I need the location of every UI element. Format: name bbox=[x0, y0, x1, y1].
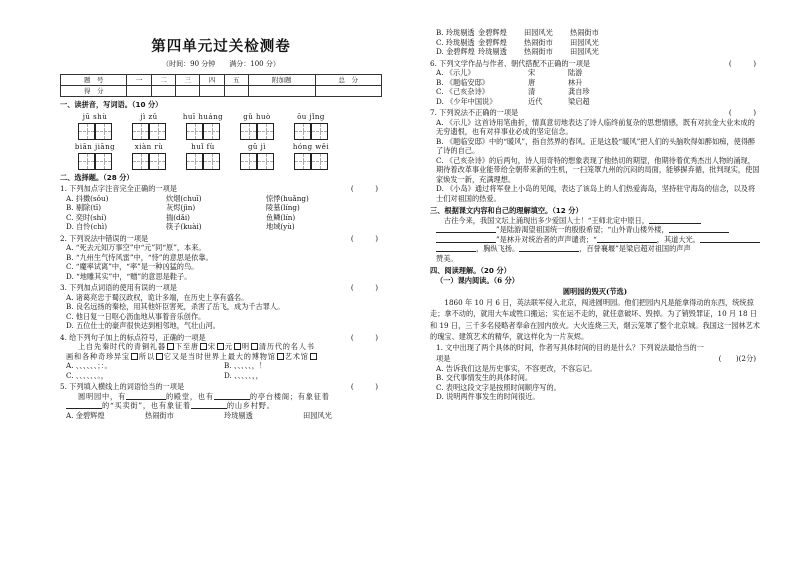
pinyin-label: hóng wěi bbox=[292, 142, 330, 151]
sentence-text: 画和各种奇珍异宝 bbox=[66, 351, 130, 361]
sentence-text: 明 bbox=[241, 342, 250, 352]
answer-paren[interactable]: ( ) bbox=[350, 382, 378, 392]
option: 惊悸(huǎng) bbox=[266, 193, 309, 203]
option: A. 《示儿》 bbox=[436, 68, 475, 77]
blank-line[interactable] bbox=[519, 244, 579, 252]
option: B. 《题临安邸》中的“暖风”，指自然界的春风。正是这股“暖风”把人们的头脑吹得如醉如痴，使得醉了诗的自己。 bbox=[436, 136, 756, 155]
option: 田园风光 bbox=[570, 37, 599, 47]
punctuation-box[interactable] bbox=[131, 353, 138, 360]
subsection-heading: （一）课内阅读。（6 分） bbox=[436, 275, 519, 285]
question-7 bbox=[430, 108, 760, 118]
question-stem: 4. 给下列句子加上的标点符号，正确的一项是 bbox=[60, 332, 206, 342]
option: 筷子(kuài) bbox=[166, 222, 202, 232]
score-cell: 五 bbox=[224, 75, 248, 86]
option: 玲珑剔透 bbox=[478, 47, 507, 56]
option: C. 玲珑剔透 bbox=[436, 37, 475, 47]
writing-cell[interactable] bbox=[311, 123, 328, 140]
sentence-text: 的山乡村野。 bbox=[226, 401, 275, 411]
option: B. 玲珑剔透 bbox=[436, 28, 475, 37]
answer-paren[interactable]: ( )(2分) bbox=[718, 354, 756, 364]
option: 田园风光 bbox=[303, 410, 332, 420]
writing-cell[interactable] bbox=[78, 123, 95, 140]
pinyin-item bbox=[122, 143, 176, 170]
sentence-text: ，百誉襄堰”是梁启超对祖国的声声 bbox=[579, 244, 691, 253]
pinyin-label: huǐ fù bbox=[191, 142, 215, 151]
page-title: 第四单元过关检测卷 bbox=[151, 39, 291, 55]
sentence-text: 圆明园中，有 bbox=[78, 391, 126, 401]
reading-question-1-cont bbox=[430, 354, 760, 364]
option: D. 五位仕士的豪声很快达到相邻地，气壮山河。 bbox=[66, 321, 220, 331]
sentence-text: 的“买卖街”，也有象征着 bbox=[102, 401, 191, 411]
option: A. 诸葛亮忠于蜀汉政权，诡计多端，在历史上享有盛名。 bbox=[66, 292, 249, 302]
pinyin-label: jì zǔ bbox=[140, 112, 158, 121]
pinyin-item bbox=[122, 113, 176, 140]
section-3-heading: 三、根据课文内容和自己的理解填空。（12 分） bbox=[430, 206, 583, 215]
option: A. 金碧辉煌 bbox=[66, 410, 105, 420]
blank-line[interactable] bbox=[649, 216, 701, 224]
answer-paren[interactable]: ( ) bbox=[350, 233, 378, 243]
question-3 bbox=[60, 283, 382, 293]
option: 金碧辉煌 bbox=[478, 28, 507, 37]
sentence-text: 上自先秦时代的青铜礼器 bbox=[78, 342, 166, 352]
punctuation-box[interactable] bbox=[156, 353, 163, 360]
option: 揣(dǎi) bbox=[166, 212, 190, 222]
question-stem: 项是 bbox=[436, 354, 451, 364]
pinyin-label: gǔ huò bbox=[243, 112, 271, 121]
answer-paren[interactable]: ( ) bbox=[728, 108, 756, 117]
blank-line[interactable] bbox=[669, 225, 729, 233]
punctuation-box[interactable] bbox=[217, 343, 224, 350]
writing-cell[interactable] bbox=[294, 123, 311, 140]
pinyin-label: biān jiāng bbox=[74, 142, 116, 151]
option: A. 《示儿》这首诗用笔曲折，情真意切地表达了诗人临终前复杂的思想情感，既有对抗金大业未成的无穷遗恨，也有对祥事业必成的坚定信念。 bbox=[436, 117, 755, 136]
option: 炊烟(chuī) bbox=[166, 193, 202, 203]
question-5 bbox=[60, 382, 382, 392]
option: 热闹街市 bbox=[524, 37, 553, 47]
passage-title: 圆明园的毁灭(节选) bbox=[562, 287, 628, 296]
fill-line-4 bbox=[430, 244, 760, 254]
pinyin-label: xiàn rù bbox=[134, 142, 164, 151]
option: B. 、、、、、，！ bbox=[224, 361, 267, 371]
sentence-text: 下至唐 bbox=[174, 342, 199, 352]
sentence-text: 所以 bbox=[138, 351, 155, 361]
option: A. 告诉我们这是历史事实，不容更改，不容忘记。 bbox=[436, 363, 597, 373]
blank-line[interactable] bbox=[66, 401, 102, 409]
section-2-heading: 二、选择题。（28 分） bbox=[60, 172, 134, 182]
punctuation-box[interactable] bbox=[167, 343, 174, 350]
option: 鱼鳞(lín) bbox=[266, 212, 296, 222]
option-dynasty: 近代 bbox=[528, 96, 543, 106]
writing-cell[interactable] bbox=[78, 153, 95, 170]
question-4 bbox=[60, 333, 382, 343]
question-6-options bbox=[430, 68, 760, 106]
blank-line[interactable] bbox=[597, 235, 657, 243]
punctuation-box[interactable] bbox=[277, 353, 284, 360]
pinyin-item bbox=[230, 113, 284, 140]
score-row-label: 得 分 bbox=[61, 86, 127, 97]
option: C. 《己亥杂诗》的后两句，诗人用奇特的想象表现了他热切的期望，他期待着优秀杰出人物的涌现，期待着改革事业能带给全朝带来新的生机，一扫笼罩九州的沉闷的局面，能够摒弃循，批判现实，使国家焕发一新，充满理想。 bbox=[436, 155, 760, 184]
score-cell: 三 bbox=[176, 75, 200, 86]
pinyin-label: jū shù bbox=[82, 112, 108, 121]
pinyin-label: gū jì bbox=[247, 142, 267, 151]
writing-cell[interactable] bbox=[257, 123, 274, 140]
writing-cell[interactable] bbox=[257, 153, 274, 170]
answer-paren[interactable]: ( ) bbox=[350, 184, 378, 194]
answer-paren[interactable]: ( ) bbox=[350, 283, 378, 293]
score-input-cell[interactable] bbox=[200, 86, 224, 97]
question-5-sentence-line-2 bbox=[60, 401, 382, 411]
score-input-cell[interactable] bbox=[127, 86, 151, 97]
option: B. 剔除(tī) bbox=[66, 203, 102, 213]
option-author: 林升 bbox=[568, 77, 583, 87]
option: B. 交代事情发生的具体时间。 bbox=[436, 373, 533, 383]
section-4-heading: 四、阅读理解。（20 分） bbox=[430, 266, 511, 275]
option: C. 奕时(shí) bbox=[66, 212, 107, 222]
question-stem: 2. 下列说法中错误的一项是 bbox=[60, 233, 149, 243]
writing-cell[interactable] bbox=[203, 123, 220, 140]
punctuation-box[interactable] bbox=[310, 353, 317, 360]
score-cell: 二 bbox=[151, 75, 175, 86]
option: 地域(yù) bbox=[266, 222, 295, 232]
sentence-text: 古往今来，我国文坛上涌现出多少爱国人士！“王师北定中原日， bbox=[444, 215, 649, 225]
pinyin-label: huī huáng bbox=[182, 112, 224, 121]
option: D. 说明两件事发生的时间很近。 bbox=[436, 392, 540, 402]
writing-cell[interactable] bbox=[294, 153, 311, 170]
option: 玲珑剔透 bbox=[224, 410, 253, 420]
score-cell: 附加题 bbox=[249, 75, 315, 86]
writing-cell[interactable] bbox=[132, 153, 149, 170]
option: 陵墓(líng) bbox=[266, 203, 300, 213]
sentence-text: 清历代的名人书 bbox=[258, 342, 315, 352]
score-cell: 题 号 bbox=[61, 75, 127, 86]
punctuation-box[interactable] bbox=[200, 343, 207, 350]
question-stem: 1. 下列加点字注音完全正确的一项是 bbox=[60, 184, 177, 194]
question-5-sentence-line-1 bbox=[60, 392, 382, 402]
option: B. 《题临安邸》 bbox=[436, 77, 489, 87]
option-dynasty: 清 bbox=[528, 87, 536, 96]
writing-cell[interactable] bbox=[149, 153, 166, 170]
sentence-text: ”是林升对统治者的声声谴责；“ bbox=[496, 234, 597, 244]
score-input-cell[interactable] bbox=[176, 86, 200, 97]
question-1-options bbox=[60, 194, 382, 232]
score-input-cell[interactable] bbox=[151, 86, 175, 97]
pinyin-item bbox=[176, 143, 230, 170]
pinyin-row-2 bbox=[60, 143, 382, 170]
question-1 bbox=[60, 184, 382, 194]
sentence-text: 艺术馆 bbox=[284, 351, 309, 361]
option: D. 《少年中国说》 bbox=[436, 96, 497, 106]
pinyin-label: ōu jǐng bbox=[297, 112, 325, 121]
question-stem: 3. 下列加点词语的使用有误的一项是 bbox=[60, 283, 177, 293]
option: C. 《己亥杂诗》 bbox=[436, 87, 489, 96]
option: C. “魔率试离”中，“率”是一种凶猛的鸟。 bbox=[66, 262, 199, 272]
blank-line[interactable] bbox=[436, 225, 496, 233]
option-dynasty: 唐 bbox=[528, 77, 536, 87]
option: D. 、、、、、，， bbox=[224, 370, 263, 380]
answer-paren[interactable]: ( ) bbox=[350, 332, 378, 342]
pinyin-item bbox=[176, 113, 230, 140]
blank-line[interactable] bbox=[700, 235, 760, 243]
option: 田园风光 bbox=[524, 28, 553, 37]
punctuation-box[interactable] bbox=[234, 343, 241, 350]
option: 金碧辉煌 bbox=[478, 37, 507, 47]
writing-cell[interactable] bbox=[132, 123, 149, 140]
option: B. 良名远扬的秦桧，用其他奸臣害死，杀害了岳飞，成为千古罪人。 bbox=[66, 302, 285, 312]
sentence-text: ，胸纵飞扬。 bbox=[476, 244, 520, 253]
option: 热闹街市 bbox=[570, 28, 599, 37]
sentence-text: 的亭台楼阁；有象征着 bbox=[249, 391, 330, 401]
option: D. 自怜(chì) bbox=[66, 222, 108, 232]
fill-line-1 bbox=[430, 216, 760, 226]
fill-line-2 bbox=[430, 225, 760, 235]
writing-cell[interactable] bbox=[203, 153, 220, 170]
passage-text: 1860 年 10 月 6 日，英法联军侵入北京，闯进圆明园。他们把园内凡是能拿得动的东西，统统掠走；拿不动的，就用大车或牲口搬运；实在运不走的，就任意破坏、毁掉。为了销毁罪证，10 月 18 日和 19 日，三千多名侵略者奉命在园内放火。大火连烧三天，烟云笼罩了整个北京城。我国这一园林艺术的瑰宝、建筑艺术的精华，就这样化为一片灰烬。 bbox=[430, 297, 760, 342]
option: A. “死去元知万事空”中“元”同“原”，本来。 bbox=[66, 243, 206, 253]
option: 热闹街市 bbox=[145, 410, 174, 420]
fill-line-5: 赞美。 bbox=[436, 253, 458, 263]
blank-line[interactable] bbox=[436, 244, 476, 252]
option: A. 抖擞(sǒu) bbox=[66, 193, 109, 203]
question-stem: 5. 下列填入横线上的词语恰当的一项是 bbox=[60, 382, 185, 392]
reading-question-1: 1. 文中出现了两个具体的时间，作者写具体时间的目的是什么？下列说法最恰当的一 bbox=[436, 342, 704, 352]
option-dynasty: 宋 bbox=[528, 68, 536, 77]
writing-cell[interactable] bbox=[95, 153, 112, 170]
score-input-cell[interactable] bbox=[315, 86, 382, 97]
pinyin-item bbox=[284, 143, 338, 170]
score-table-header-row bbox=[61, 75, 382, 86]
score-cell: 四 bbox=[200, 75, 224, 86]
punctuation-box[interactable] bbox=[251, 343, 258, 350]
option: C. 、、、、、、。， bbox=[66, 370, 109, 380]
sentence-text: 宋 bbox=[207, 342, 216, 352]
option-author: 梁启超 bbox=[568, 96, 590, 106]
option-author: 陆游 bbox=[568, 68, 583, 77]
section-1-heading: 一、读拼音，写词语。（10 分） bbox=[60, 100, 163, 110]
sentence-text: 它又是当时世界上最大的博物馆 bbox=[163, 351, 276, 361]
page-subtitle: （时间：90 分钟 满分：100 分） bbox=[162, 60, 280, 69]
question-4-sentence-line-1 bbox=[60, 342, 382, 352]
blank-line[interactable] bbox=[436, 235, 496, 243]
pinyin-item bbox=[284, 113, 338, 140]
score-input-cell[interactable] bbox=[224, 86, 248, 97]
sentence-text: ”是陆游渴望祖国统一的殷殷希望；“山外青山楼外楼， bbox=[496, 225, 669, 234]
writing-cell[interactable] bbox=[95, 123, 112, 140]
writing-cell[interactable] bbox=[186, 153, 203, 170]
score-table-score-row bbox=[61, 86, 382, 97]
pinyin-item bbox=[68, 113, 122, 140]
question-5-option-d bbox=[430, 47, 760, 57]
writing-cell[interactable] bbox=[149, 123, 166, 140]
blank-line[interactable] bbox=[214, 392, 250, 400]
question-2 bbox=[60, 234, 382, 244]
blank-line[interactable] bbox=[191, 401, 227, 409]
option: D. 《小岛》通过将军登上小岛的见闻，表达了该岛上的人们热爱海岛，坚持驻守海岛的信念，以及将士们对祖国的热爱。 bbox=[436, 184, 756, 203]
question-stem: 6. 下列文学作品与作者、朝代搭配不正确的一项是 bbox=[430, 58, 591, 68]
left-column bbox=[60, 30, 382, 420]
right-column bbox=[430, 28, 760, 402]
writing-cell[interactable] bbox=[240, 123, 257, 140]
option: D. “地雕其实”中，“赠”的意思是鞋子。 bbox=[66, 271, 192, 281]
option: C. 表明这段文字是按照时间顺序写的。 bbox=[436, 382, 561, 392]
pinyin-row-1 bbox=[60, 113, 382, 140]
question-4-sentence-line-2 bbox=[60, 352, 382, 362]
score-input-cell[interactable] bbox=[249, 86, 315, 97]
question-stem: 7. 下列说法不正确的一项是 bbox=[430, 108, 519, 117]
fill-line-3 bbox=[430, 235, 760, 245]
writing-cell[interactable] bbox=[311, 153, 328, 170]
question-4-options bbox=[60, 361, 382, 380]
pinyin-item bbox=[230, 143, 284, 170]
option: B. “九州生气恃风雷”中，“恃”的意思是依靠。 bbox=[66, 252, 213, 262]
option: A. 、、、、、、；：。 bbox=[66, 361, 112, 371]
sentence-text: ，其道大光。 bbox=[656, 234, 700, 244]
writing-cell[interactable] bbox=[186, 123, 203, 140]
writing-cell[interactable] bbox=[240, 153, 257, 170]
sentence-text: 的殿堂，也有 bbox=[165, 391, 214, 401]
score-cell: 一 bbox=[127, 75, 151, 86]
sentence-text: 元 bbox=[224, 342, 233, 352]
question-5-option-a bbox=[60, 411, 382, 421]
option-author: 龚自珍 bbox=[568, 87, 590, 96]
question-6 bbox=[430, 59, 760, 69]
option: D. 金碧辉煌 bbox=[436, 47, 475, 56]
blank-line[interactable] bbox=[126, 392, 166, 400]
score-cell: 总 分 bbox=[315, 75, 382, 86]
option: 田园风光 bbox=[570, 47, 599, 56]
answer-paren[interactable]: ( ) bbox=[728, 58, 756, 68]
score-table bbox=[60, 74, 382, 97]
pinyin-item bbox=[68, 143, 122, 170]
option: C. 他日复一日呕心沥血地从事着音乐创作。 bbox=[66, 311, 206, 321]
question-5-option-c bbox=[430, 38, 760, 48]
option: 灰烬(jìn) bbox=[166, 203, 196, 213]
option: 热闹街市 bbox=[524, 47, 553, 56]
question-5-option-b bbox=[430, 28, 760, 38]
